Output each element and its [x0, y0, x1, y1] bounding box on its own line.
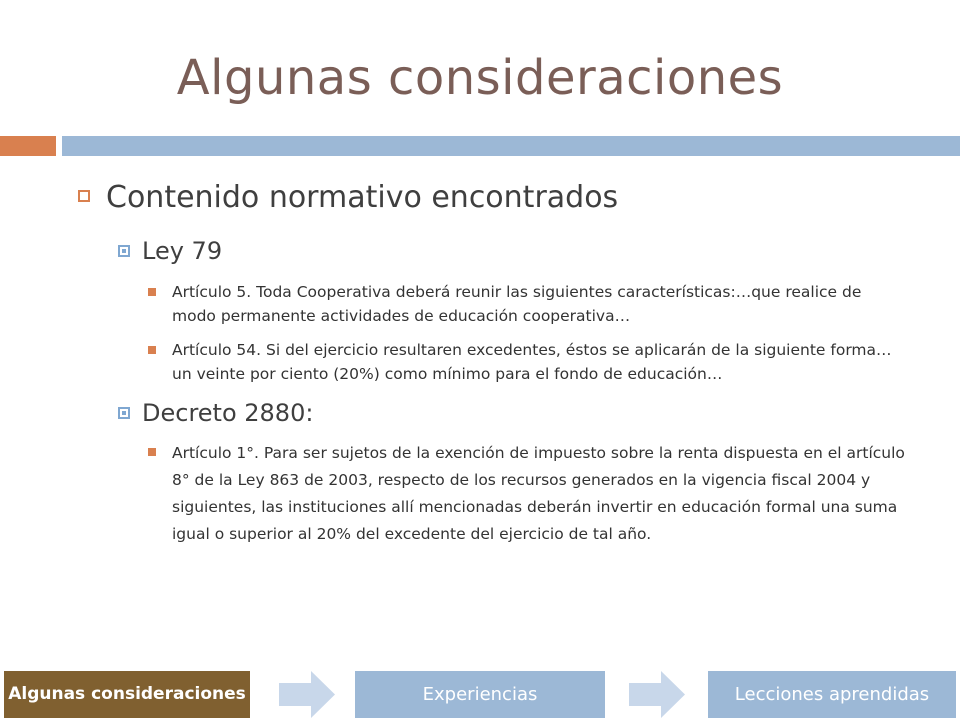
- nav-item-experiencias[interactable]: Experiencias: [355, 671, 605, 718]
- slide-title: Algunas consideraciones: [176, 50, 784, 106]
- list-item-text: Artículo 54. Si del ejercicio resultaren excedentes, éstos se aplicarán de la siguiente forma…un veinte por ciento (20%) como mínimo para el fondo de educación…: [172, 341, 892, 383]
- arrow-right-icon: [279, 671, 339, 718]
- footer-navigation: [0, 671, 960, 720]
- arrow-right-icon: [629, 671, 689, 718]
- group-label: Ley 79: [142, 237, 223, 265]
- nav-item-algunas-consideraciones[interactable]: Algunas consideraciones: [4, 671, 250, 718]
- nav-item-lecciones-aprendidas[interactable]: Lecciones aprendidas: [708, 671, 956, 718]
- filled-square-bullet-icon: [148, 448, 156, 456]
- list-item: [150, 280, 910, 328]
- list-item-text: Artículo 5. Toda Cooperativa deberá reunir las siguientes características:…que realice de modo permanente actividades de educación cooperativa…: [172, 283, 862, 325]
- list-item-text: Artículo 1°. Para ser sujetos de la exención de impuesto sobre la renta dispuesta en el artículo 8° de la Ley 863 de 2003, respecto de los recursos generados en la vigencia fiscal 2004 y siguientes, las instituciones allí mencionadas deberán invertir en educación formal una suma igual o superior al 20% del excedente del ejercicio de tal año.: [172, 444, 905, 543]
- section-header-text: Contenido normativo encontrados: [106, 180, 619, 215]
- hollow-square-bullet-icon: [78, 190, 90, 202]
- square-bullet-icon: [118, 407, 130, 419]
- filled-square-bullet-icon: [148, 346, 156, 354]
- square-bullet-icon: [118, 245, 130, 257]
- list-item: [150, 440, 910, 548]
- list-item: [150, 338, 910, 386]
- group-label: Decreto 2880:: [142, 399, 314, 427]
- filled-square-bullet-icon: [148, 288, 156, 296]
